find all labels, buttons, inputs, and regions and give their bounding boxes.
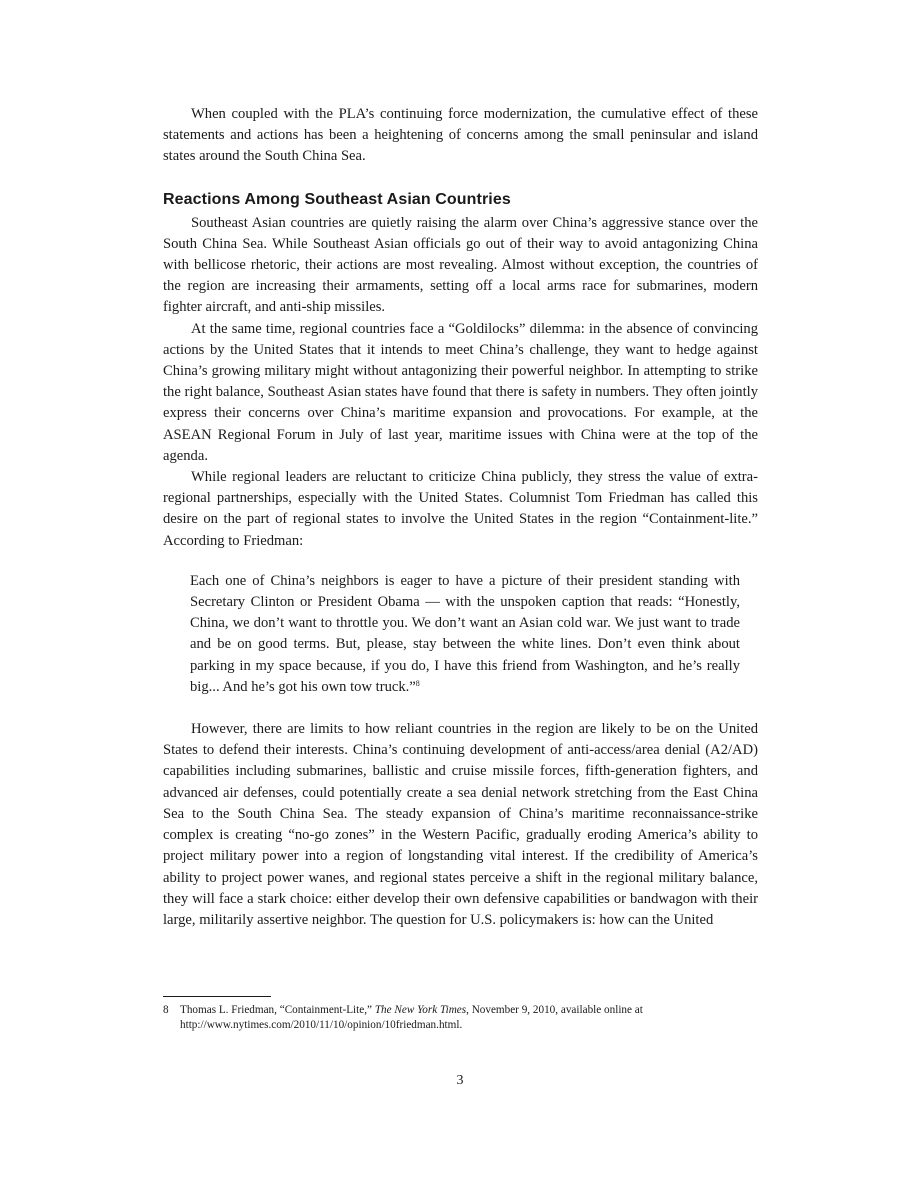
footnote-number: 8 bbox=[163, 1004, 169, 1016]
footnote-divider bbox=[163, 996, 271, 997]
section-heading: Reactions Among Southeast Asian Countries bbox=[163, 190, 511, 208]
footnote-publication: The New York Times bbox=[374, 1004, 467, 1016]
footnote bbox=[163, 1003, 759, 1033]
quote-text: Each one of China’s neighbors is eager to have a picture of their president standing with Secretary Clinton or President Obama — with the unspoken caption that reads: “Honestly, China, we don’t want to throttle you. We don’t want an Asian cold war. We just want to trade and be on good terms. But, please, stay between the white lines. Don’t even think about parking in my space because, if you do, I have this friend from Washington, and he’s really big... And he’s got his own tow truck.” bbox=[190, 572, 740, 695]
footnote-citation: Thomas L. Friedman, “Containment-Lite,” bbox=[180, 1004, 375, 1016]
page-body bbox=[163, 104, 758, 931]
friedman-quote bbox=[190, 571, 740, 698]
paragraph-goldilocks-dilemma: At the same time, regional countries face a “Goldilocks” dilemma: in the absence of convincing actions by the United States that it intends to meet China’s challenge, they want to hedge against China’s growing military might without antagonizing their powerful neighbor. In attempting to strike the right balance, Southeast Asian states have found that there is safety in numbers. They often jointly express their concerns over China’s maritime expansion and provocations. For example, at the ASEAN Regional Forum in July of last year, maritime issues with China were at the top of the agenda. bbox=[163, 320, 758, 464]
footnote-reference[interactable]: 8 bbox=[415, 678, 420, 688]
footnote-citation-tail: , November 9, 2010, available online at bbox=[466, 1004, 643, 1016]
page-number: 3 bbox=[456, 1073, 464, 1088]
paragraph-raising-alarm: Southeast Asian countries are quietly raising the alarm over China’s aggressive stance over the South China Sea. While Southeast Asian officials go out of their way to avoid antagonizing China with bellicose rhetoric, their actions are most revealing. Almost without exception, the countries of the region are increasing their armaments, setting off a local arms race for submarines, modern fighter aircraft, and anti-ship missiles. bbox=[163, 214, 758, 316]
footnote-line bbox=[163, 1003, 759, 1018]
footnote-url[interactable]: http://www.nytimes.com/2010/11/10/opinion/10friedman.html. bbox=[180, 1019, 463, 1031]
paragraph-limits-of-reliance: However, there are limits to how reliant countries in the region are likely to be on the United States to defend their interests. China’s continuing development of anti-access/area denial (A2/AD) capabilities including submarines, ballistic and cruise missile forces, fifth-generation fighters, and advanced air defenses, could potentially create a sea denial network stretching from the East China Sea to the South China Sea. The steady expansion of China’s maritime reconnaissance-strike complex is creating “no-go zones” in the Western Pacific, gradually eroding America’s ability to project military power into a region of longstanding vital interest. If the credibility of America’s ability to project power wanes, and regional states perceive a shift in the regional military balance, they will face a stark choice: either develop their own defensive capabilities or bandwagon with their large, militarily assertive neighbor. The question for U.S. policymakers is: how can the United bbox=[163, 721, 758, 928]
paragraph-extra-regional-partnerships: While regional leaders are reluctant to criticize China publicly, they stress the value of extra-regional partnerships, especially with the United States. Columnist Tom Friedman has called this desire on the part of regional states to involve the United States in the region “Containment-lite.” According to Friedman: bbox=[163, 469, 758, 549]
paragraph-pla-modernization: When coupled with the PLA’s continuing force modernization, the cumulative effect of these statements and actions has been a heightening of concerns among the small peninsular and island states around the South China Sea. bbox=[163, 106, 758, 165]
